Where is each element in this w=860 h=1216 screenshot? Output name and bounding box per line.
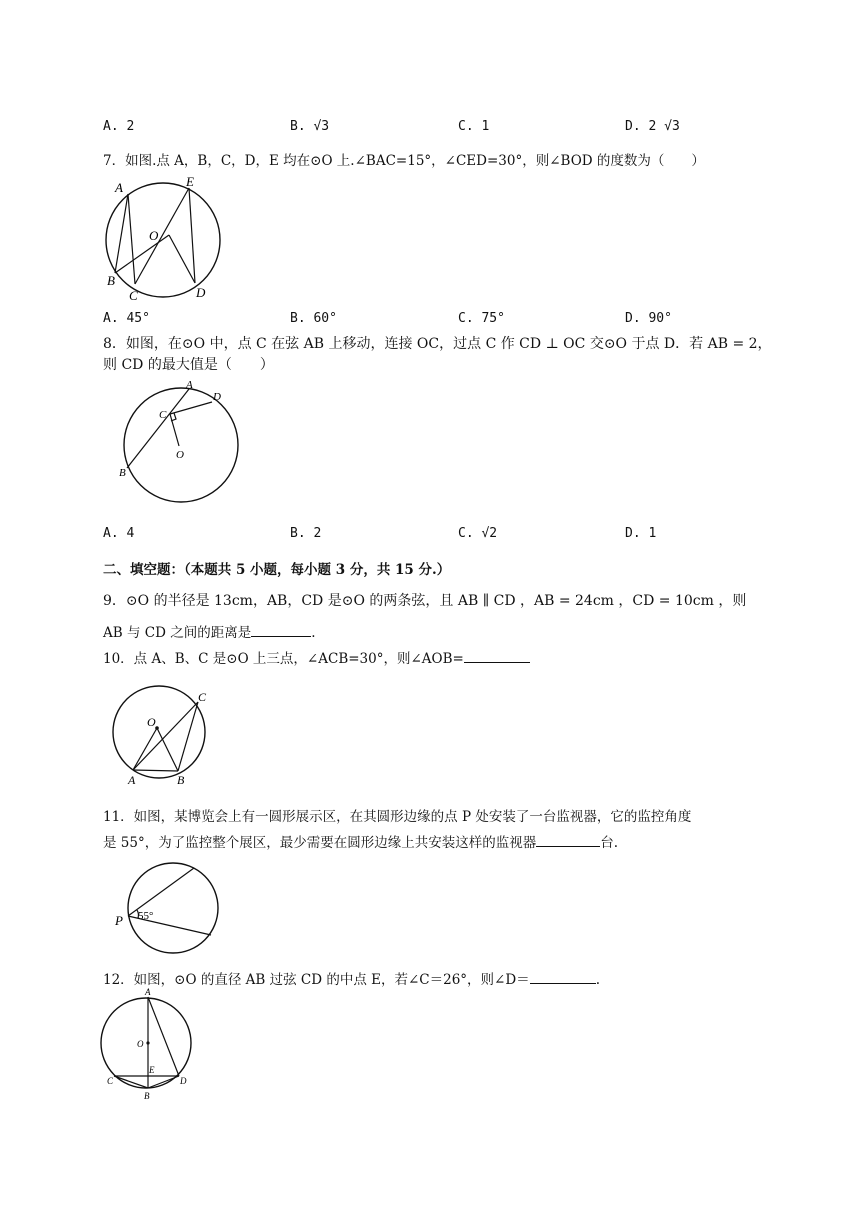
q12-label-a: A xyxy=(145,987,151,997)
q7-label-o: O xyxy=(149,228,159,243)
q6-option-b: B. √3 xyxy=(290,119,330,134)
q7-label-d: D xyxy=(196,285,206,300)
q7-question: 7．如图.点 A，B，C，D，E 均在⊙O 上.∠BAC=15°，∠CED=30°，则∠BOD 的度数为（ ） xyxy=(103,153,705,169)
q10-answer-blank[interactable] xyxy=(464,648,530,663)
q6-option-c: C. 1 xyxy=(458,119,490,134)
q12-label-e: E xyxy=(149,1065,155,1075)
q12-answer-blank[interactable] xyxy=(530,969,596,984)
q9-question-line2: AB 与 CD 之间的距离是 . xyxy=(103,622,316,643)
q11-diagram xyxy=(108,855,228,960)
q10-label-a: A xyxy=(128,773,136,787)
q12-diagram xyxy=(98,985,198,1105)
q11-label-p: P xyxy=(115,913,123,928)
q8-diagram xyxy=(112,378,247,508)
q11-question-line2: 是 55°，为了监控整个展区，最少需要在圆形边缘上共安装这样的监视器 台. xyxy=(103,832,618,853)
q9-answer-blank[interactable] xyxy=(251,622,311,637)
q12-label-b: B xyxy=(144,1091,150,1101)
q7-option-b: B. 60° xyxy=(290,311,337,326)
q7-circle xyxy=(106,183,220,297)
q8-label-b: B xyxy=(119,467,126,479)
q10-diagram xyxy=(100,684,220,789)
q10-label-c: C xyxy=(198,690,207,704)
q10-text: 10．点 A、B、C 是⊙O 上三点，∠ACB=30°，则∠AOB= xyxy=(103,651,464,667)
q10-question xyxy=(103,648,530,669)
q8-option-b: B. 2 xyxy=(290,526,322,541)
q12-text: 12．如图，⊙O 的直径 AB 过弦 CD 的中点 E，若∠C＝26°，则∠D＝ xyxy=(103,972,530,988)
q7-diagram xyxy=(100,172,230,307)
q11-answer-blank[interactable] xyxy=(536,832,600,847)
q8-option-d: D. 1 xyxy=(625,526,657,541)
q10-label-b: B xyxy=(177,773,185,787)
q8-question-line1: 8．如图，在⊙O 中，点 C 在弦 AB 上移动，连接 OC，过点 C 作 CD ⊥ OC 交⊙O 于点 D．若 AB = 2， xyxy=(103,336,772,352)
q11-text: 是 55°，为了监控整个展区，最少需要在圆形边缘上共安装这样的监视器 xyxy=(103,835,537,851)
q7-option-d: D. 90° xyxy=(625,311,672,326)
q6-option-d: D. 2 √3 xyxy=(625,119,680,134)
q7-label-c: C xyxy=(129,288,138,303)
q8-label-d: D xyxy=(213,391,221,403)
q6-option-a: A. 2 xyxy=(103,119,135,134)
q7-option-a: A. 45° xyxy=(103,311,150,326)
q8-question-line2: 则 CD 的最大值是（ ） xyxy=(103,357,274,373)
q11-question-line1: 11．如图，某博览会上有一圆形展示区，在其圆形边缘的点 P 处安装了一台监视器，它的监控角度 xyxy=(103,809,692,825)
q12-label-c: C xyxy=(107,1076,114,1086)
section-heading: 二、填空题：（本题共 5 小题，每小题 3 分，共 15 分.） xyxy=(103,562,451,578)
q11-angle-label: 55° xyxy=(138,910,154,922)
q9-text: AB 与 CD 之间的距离是 xyxy=(103,625,252,641)
q9-question-line1: 9．⊙O 的半径是 13cm，AB，CD 是⊙O 的两条弦，且 AB ∥ CD ，AB = 24cm ，CD = 10cm ，则 xyxy=(103,593,747,609)
q8-label-o: O xyxy=(176,449,184,461)
q11-circle xyxy=(128,863,218,953)
q7-option-c: C. 75° xyxy=(458,311,505,326)
q12-question: 12．如图，⊙O 的直径 AB 过弦 CD 的中点 E，若∠C＝26°，则∠D＝ . xyxy=(103,969,600,990)
q8-circle xyxy=(124,388,238,502)
q8-option-a: A. 4 xyxy=(103,526,135,541)
q7-label-e: E xyxy=(186,174,194,189)
q12-label-d: D xyxy=(180,1076,187,1086)
q8-option-c: C. √2 xyxy=(458,526,498,541)
q12-circle xyxy=(101,998,191,1088)
q7-label-a: A xyxy=(115,180,123,195)
q8-label-a: A xyxy=(186,379,193,391)
q8-label-c: C xyxy=(159,409,167,421)
q12-label-o: O xyxy=(137,1039,144,1049)
q7-label-b: B xyxy=(107,273,115,288)
q10-label-o: O xyxy=(147,715,156,729)
